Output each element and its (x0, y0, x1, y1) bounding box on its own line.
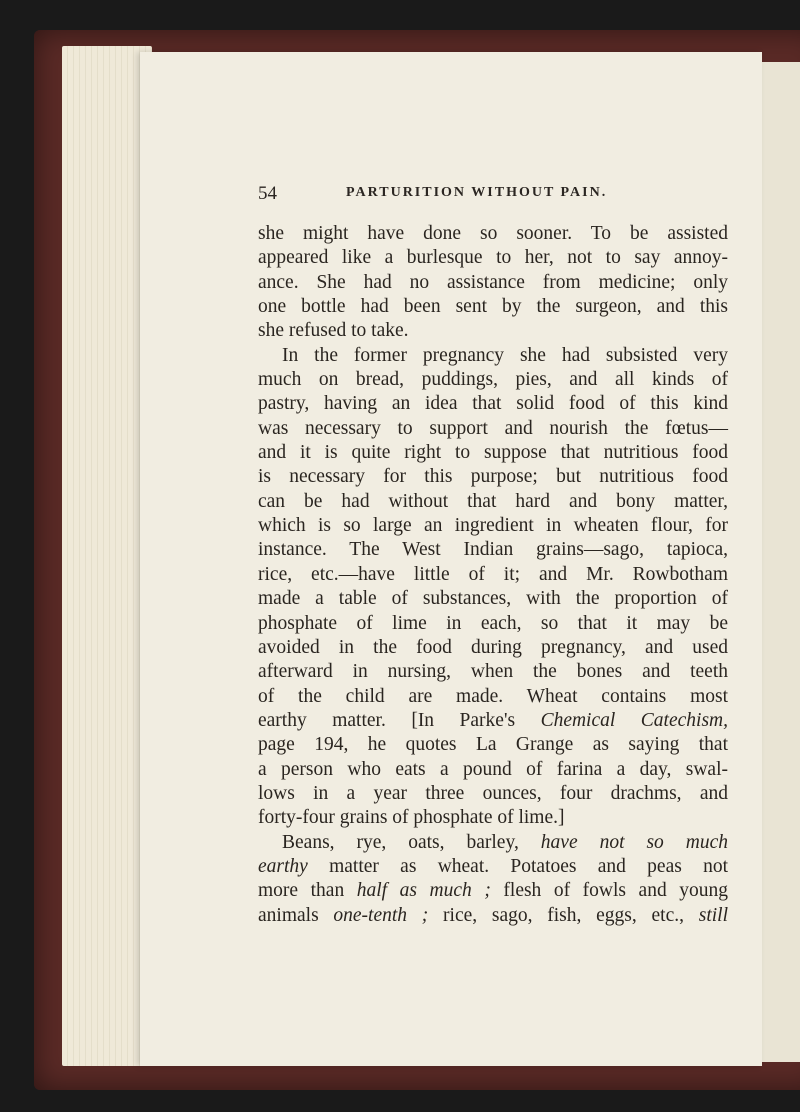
text-run: animals (258, 904, 319, 926)
text-run: rice, sago, fish, eggs, etc., (443, 904, 684, 926)
text-line: which is so large an ingredient in wheaten flour, for (258, 515, 728, 537)
body-text (258, 222, 728, 928)
text-line: rice, etc.—have little of it; and Mr. Rowbotham (258, 563, 728, 585)
italic-phrase: still (698, 904, 728, 926)
text-line: made a table of substances, with the proportion of (258, 588, 728, 610)
text-run: matter as wheat. Potatoes and peas not (329, 855, 729, 877)
text-line (258, 831, 728, 855)
page-stack-edges (62, 46, 152, 1066)
text-line (258, 904, 728, 928)
text-run: Beans, rye, oats, barley, (282, 831, 519, 853)
text-line: afterward in nursing, when the bones and teeth (258, 661, 728, 683)
text-line: pastry, having an idea that solid food of this kind (258, 393, 728, 415)
facing-page-edge (760, 62, 800, 1062)
text-line: she might have done so sooner. To be assisted (258, 223, 728, 244)
italic-phrase: earthy (258, 855, 308, 877)
running-title: PARTURITION WITHOUT PAIN. (346, 185, 608, 200)
text-line: page 194, he quotes La Grange as saying that (258, 734, 728, 756)
text-line: much on bread, puddings, pies, and all kinds of (258, 369, 728, 391)
text-line: lows in a year three ounces, four drachms, and (258, 782, 728, 804)
page-number: 54 (258, 183, 277, 204)
italic-phrase: have not so much (540, 831, 729, 853)
text-line (258, 709, 728, 733)
text-line: and it is quite right to suppose that nutritious food (258, 442, 728, 464)
text-run: flesh of fowls and young (503, 880, 729, 902)
text-line: she refused to take. (258, 320, 409, 342)
text-line: a person who eats a pound of farina a day, swal- (258, 758, 728, 780)
text-line: forty-four grains of phosphate of lime.] (258, 807, 565, 829)
italic-phrase: one-tenth ; (333, 904, 429, 926)
text-line: appeared like a burlesque to her, not to say annoy- (258, 247, 728, 269)
text-line: ance. She had no assistance from medicine; only (258, 271, 728, 293)
text-run: earthy matter. [In Parke's (258, 709, 516, 731)
text-line: of the child are made. Wheat contains most (258, 685, 728, 707)
page-header (258, 183, 728, 211)
text-run: more than (258, 880, 345, 902)
text-line: can be had without that hard and bony matter, (258, 490, 728, 512)
italic-title: Chemical Catechism, (540, 709, 728, 731)
text-line: is necessary for this purpose; but nutritious food (258, 466, 728, 488)
text-line: was necessary to support and nourish the fœtus— (258, 417, 728, 439)
text-line: phosphate of lime in each, so that it may be (258, 612, 728, 634)
text-line: one bottle had been sent by the surgeon, and this (258, 296, 728, 318)
italic-phrase: half as much ; (356, 880, 491, 902)
text-line: avoided in the food during pregnancy, and used (258, 636, 728, 658)
text-line (258, 855, 728, 879)
text-line: In the former pregnancy she had subsisted very (282, 344, 728, 366)
text-line (258, 879, 728, 903)
text-line: instance. The West Indian grains—sago, tapioca, (258, 539, 728, 561)
